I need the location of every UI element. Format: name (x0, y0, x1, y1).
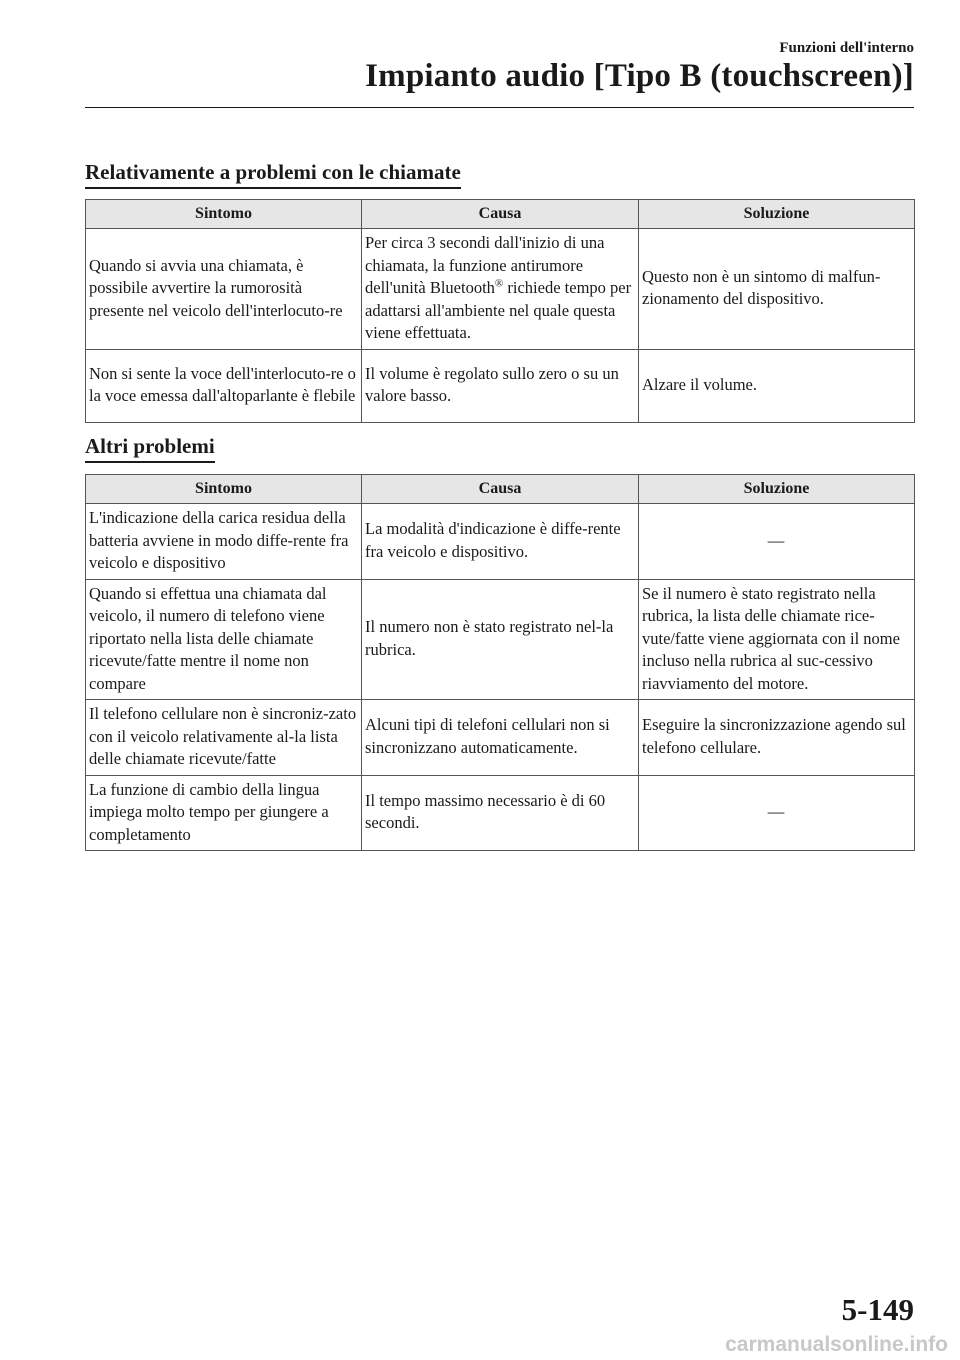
column-header-causa: Causa (362, 475, 639, 504)
cell-soluzione: Se il numero è stato registrato nella rubrica, la lista delle chiamate rice-vute/fatte viene aggiornata con il nome incluso nella rubrica al suc-cessivo riavviamento del motore. (639, 579, 915, 700)
table-row (86, 229, 915, 350)
cell-soluzione: — (639, 775, 915, 851)
table-header-row (86, 200, 915, 229)
table-row (86, 579, 915, 700)
cell-sintomo: Il telefono cellulare non è sincroniz-zato con il veicolo relativamente al-la lista delle chiamate ricevute/fatte (86, 700, 362, 776)
cell-sintomo: Non si sente la voce dell'interlocuto-re o la voce emessa dall'altoparlante è flebile (86, 349, 362, 422)
table-header-row (86, 475, 915, 504)
page-number: 5-149 (841, 1292, 914, 1327)
cell-causa: Il volume è regolato sullo zero o su un valore basso. (362, 349, 639, 422)
cell-causa: Alcuni tipi di telefoni cellulari non si sincronizzano automaticamente. (362, 700, 639, 776)
cell-sintomo: Quando si effettua una chiamata dal veicolo, il numero di telefono viene riportato nella lista delle chiamate ricevute/fatte mentre il nome non compare (86, 579, 362, 700)
section-title-other: Altri problemi (85, 434, 215, 463)
other-table (85, 474, 915, 851)
cell-causa: Il numero non è stato registrato nel-la rubrica. (362, 579, 639, 700)
table-row (86, 700, 915, 776)
page-title: Impianto audio [Tipo B (touchscreen)] (365, 58, 914, 94)
cell-sintomo: La funzione di cambio della lingua impiega molto tempo per giungere a completamento (86, 775, 362, 851)
table-row (86, 504, 915, 580)
header-divider (85, 107, 914, 108)
column-header-soluzione: Soluzione (639, 475, 915, 504)
calls-table (85, 199, 915, 423)
cell-causa: Il tempo massimo necessario è di 60 secondi. (362, 775, 639, 851)
column-header-sintomo: Sintomo (86, 200, 362, 229)
cell-sintomo: L'indicazione della carica residua della batteria avviene in modo diffe-rente fra veicolo e dispositivo (86, 504, 362, 580)
cell-causa (362, 229, 639, 350)
cell-sintomo: Quando si avvia una chiamata, è possibile avvertire la rumorosità presente nel veicolo dell'interlocuto-re (86, 229, 362, 350)
column-header-soluzione: Soluzione (639, 200, 915, 229)
cell-causa-text: Per circa 3 secondi dall'inizio di una chiamata, la funzione antirumore dell'unità Bluetooth (365, 233, 605, 297)
cell-soluzione: Alzare il volume. (639, 349, 915, 422)
table-row (86, 775, 915, 851)
column-header-causa: Causa (362, 200, 639, 229)
cell-soluzione: Eseguire la sincronizzazione agendo sul telefono cellulare. (639, 700, 915, 776)
cell-soluzione: Questo non è un sintomo di malfun-zionamento del dispositivo. (639, 229, 915, 350)
cell-causa-text-end: richiede tempo per adattarsi all'ambiente nel quale questa viene effettuata. (365, 278, 632, 342)
column-header-sintomo: Sintomo (86, 475, 362, 504)
cell-causa: La modalità d'indicazione è diffe-rente fra veicolo e dispositivo. (362, 504, 639, 580)
registered-mark: ® (494, 277, 504, 290)
cell-soluzione: — (639, 504, 915, 580)
watermark: carmanualsonline.info (725, 1333, 948, 1356)
table-row (86, 349, 915, 422)
section-title-calls: Relativamente a problemi con le chiamate (85, 160, 461, 189)
section-header: Funzioni dell'interno (779, 40, 914, 56)
